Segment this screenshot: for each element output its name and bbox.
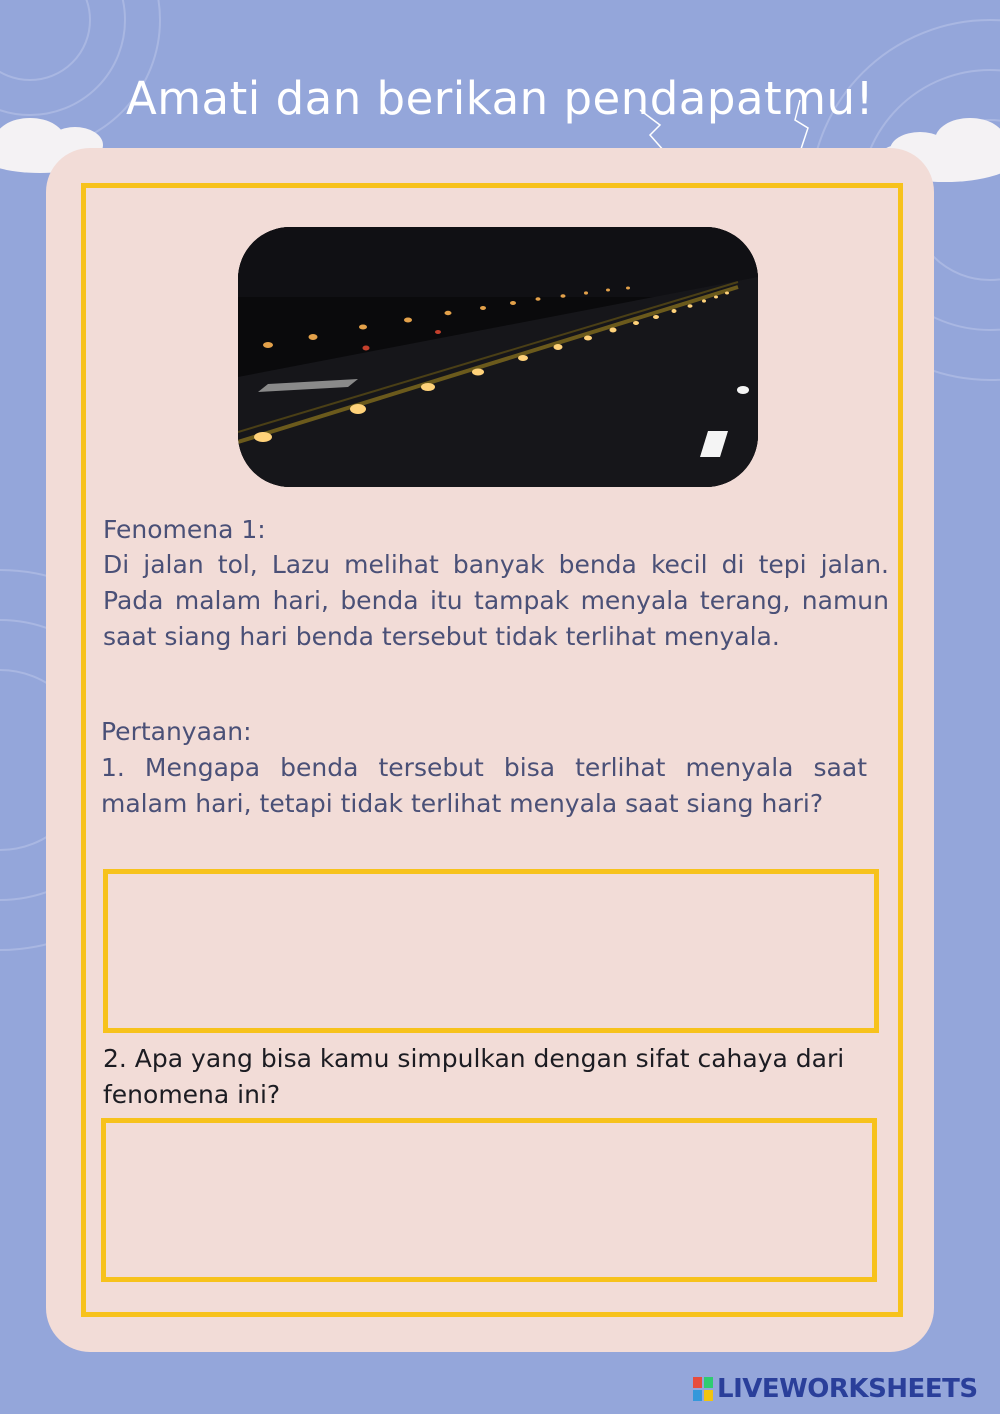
questions-heading: Pertanyaan:: [101, 717, 252, 746]
page-title: Amati dan berikan pendapatmu!: [125, 72, 875, 125]
answer-box-2[interactable]: [101, 1118, 877, 1282]
answer-box-1[interactable]: [103, 869, 879, 1033]
phenomenon-heading: Fenomena 1:: [103, 515, 266, 544]
liveworksheets-logo-icon: [693, 1377, 713, 1401]
question-2: 2. Apa yang bisa kamu simpulkan dengan sifat cahaya dari fenomena ini?: [103, 1044, 845, 1109]
road-reflector-photo: [238, 227, 758, 487]
liveworksheets-brand[interactable]: [693, 1374, 978, 1404]
question-1: 1. Mengapa benda tersebut bisa terlihat menyala saat malam hari, tetapi tidak terlihat menyala saat siang hari?: [101, 753, 867, 818]
brand-name: LIVEWORKSHEETS: [717, 1374, 978, 1404]
phenomenon-description: Di jalan tol, Lazu melihat banyak benda kecil di tepi jalan. Pada malam hari, benda itu tampak menyala terang, namun saat siang hari benda tersebut tidak terlihat menyala.: [103, 550, 889, 651]
